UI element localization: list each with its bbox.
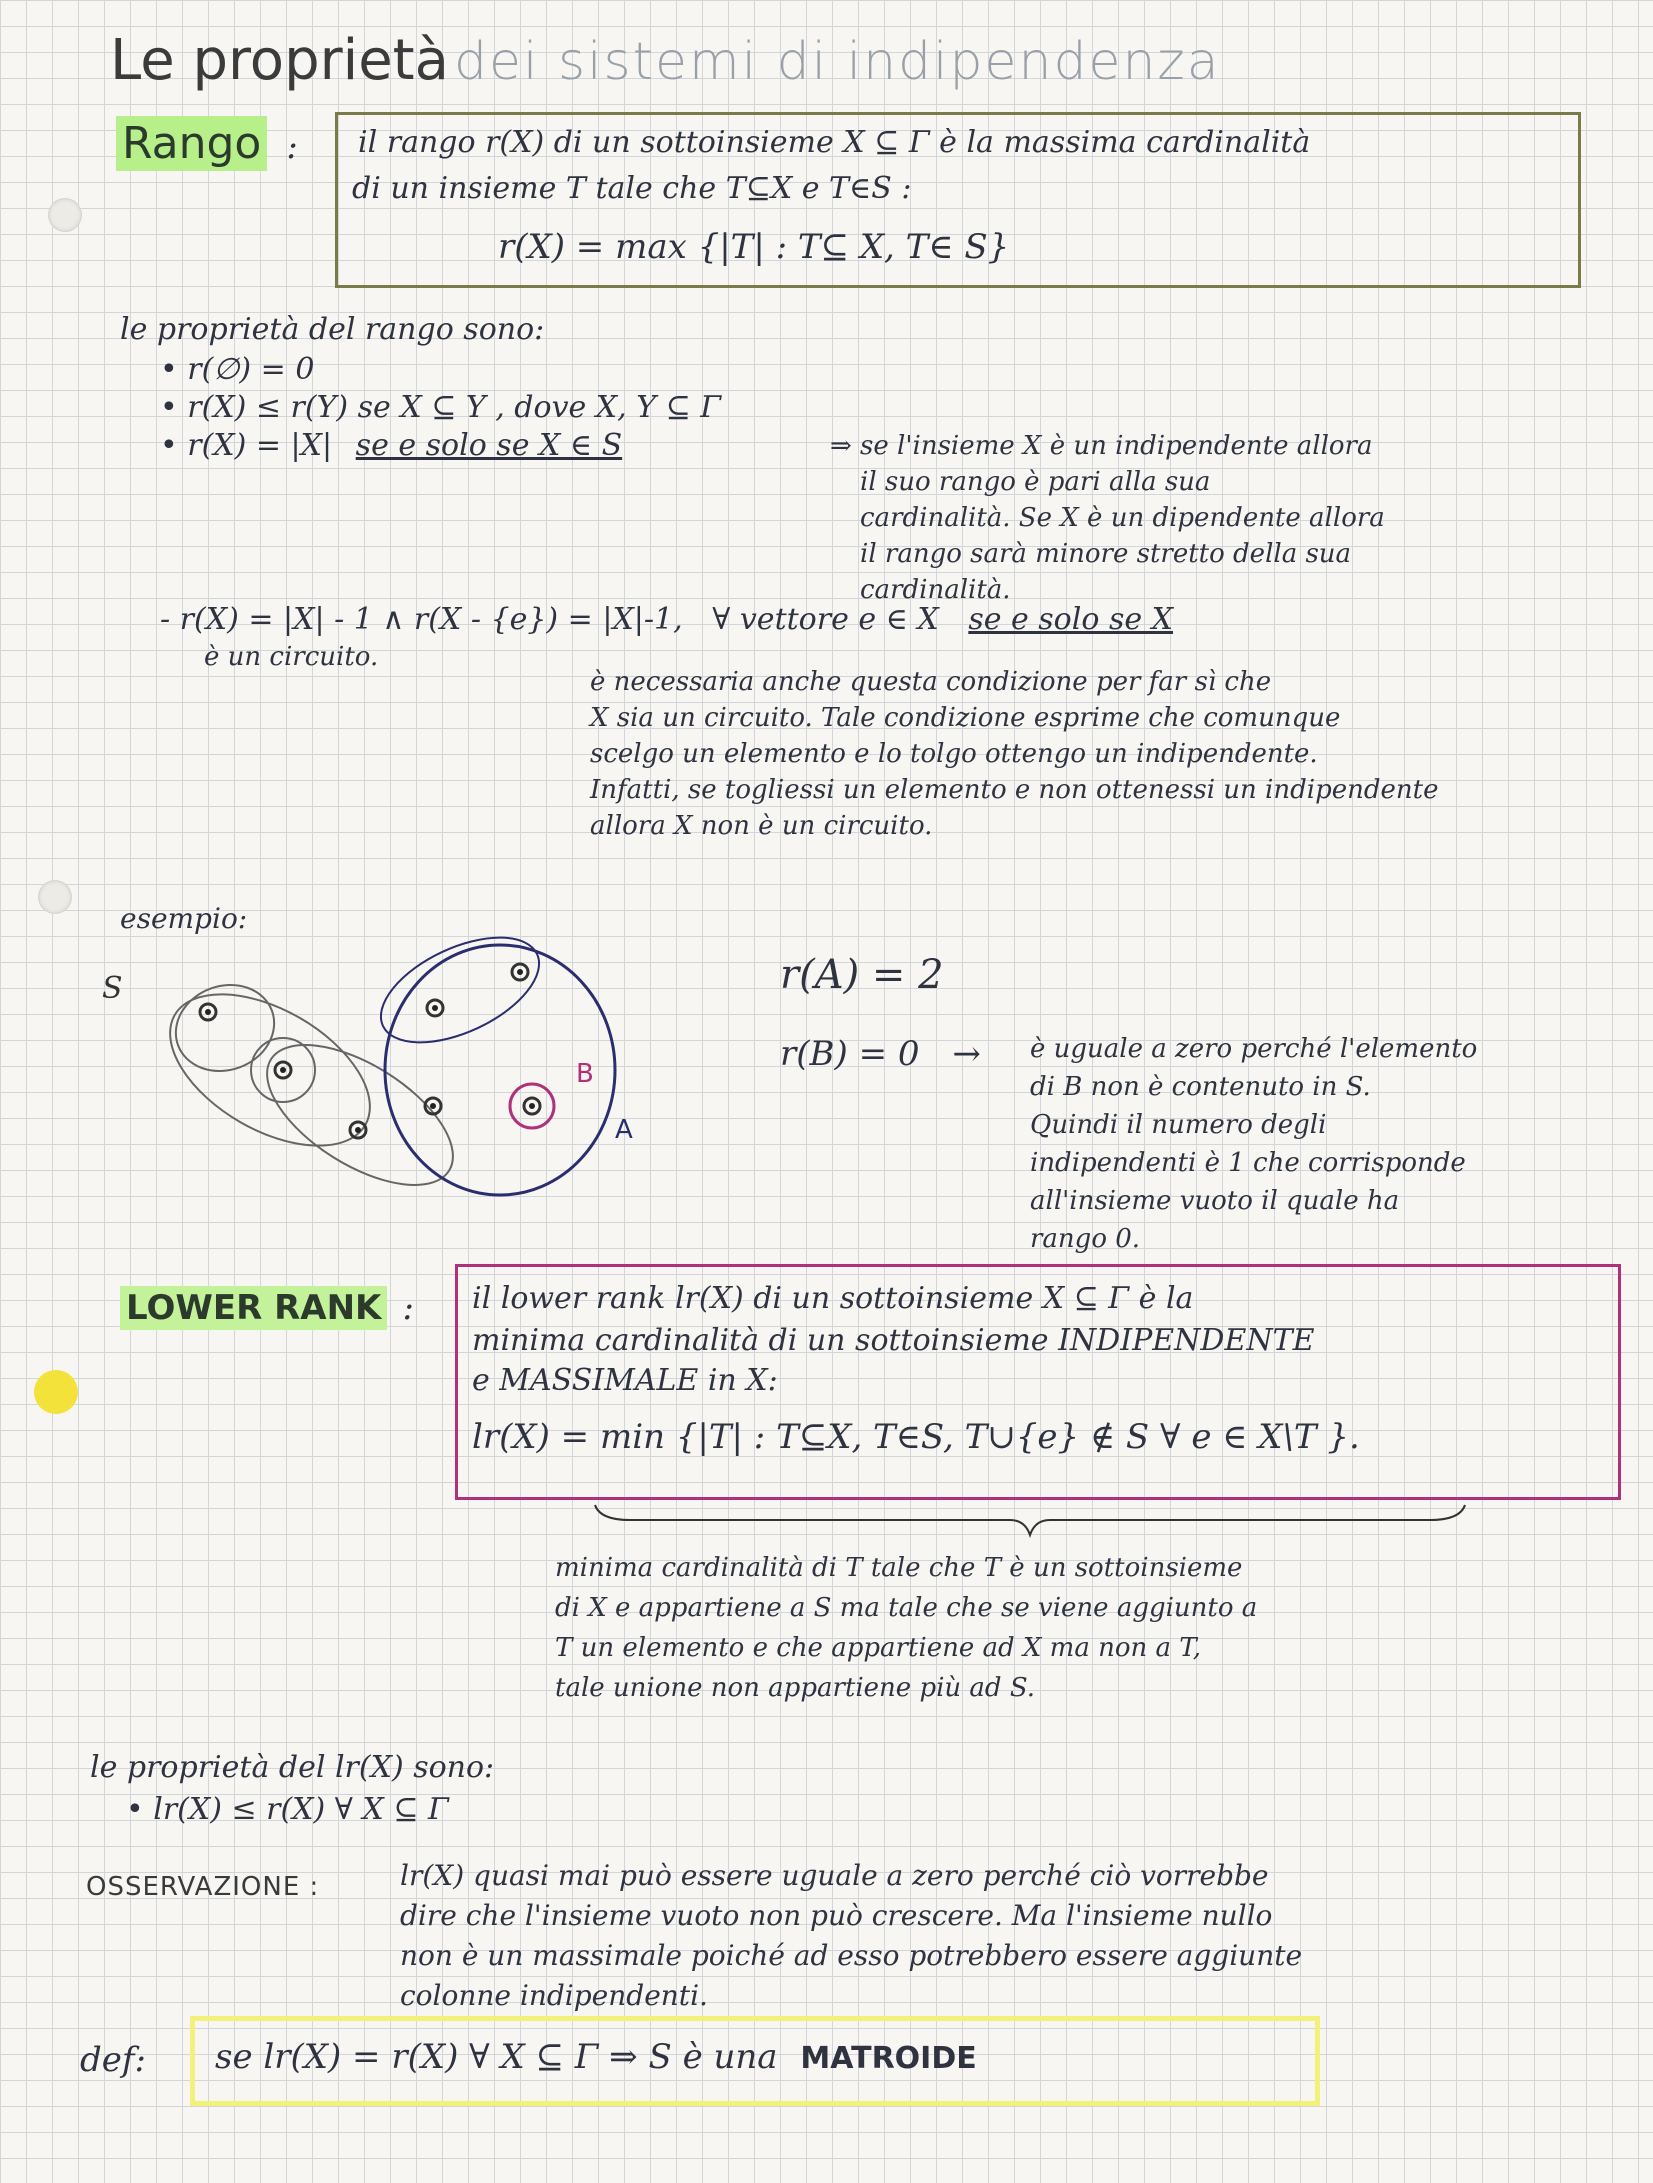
page-title: [110, 28, 1221, 93]
rank-prop-4: - r(X) = |X| - 1 ∧ r(X - {e}) = |X|-1, ∀ vettore e ∈ X se e solo se X: [160, 602, 1173, 637]
rank-b-value: r(B) = 0 →: [780, 1034, 981, 1074]
example-diagram: [90, 920, 650, 1210]
rank-props-heading: le proprietà del rango sono:: [120, 312, 545, 347]
title-part-1: Le proprietà: [110, 28, 449, 93]
binder-hole-middle: [38, 880, 72, 914]
lr-prop-1: • lr(X) ≤ r(X) ∀ X ⊆ Γ: [126, 1792, 449, 1827]
set-a-label: A: [615, 1115, 633, 1145]
rango-def-line-1: il rango r(X) di un sottoinsieme X ⊆ Γ è la massima cardinalità: [358, 125, 1311, 160]
s-oval-2: [145, 963, 396, 1177]
rango-definition-box: [335, 112, 1581, 288]
definition-text: se lr(X) = r(X) ∀ X ⊆ Γ ⇒ S è una MATROIDE: [215, 2037, 977, 2077]
lower-rank-note: minima cardinalità di T tale che T è un sottoinsieme di X e appartiene a S ma tale che se viene aggiunto a T un elemento e che appartiene ad X ma non a T, tale unione non appartiene più ad S.: [555, 1553, 1258, 1703]
set-s-label: S: [102, 971, 123, 1006]
lr-props-heading: le proprietà del lr(X) sono:: [90, 1750, 495, 1785]
osservazione-text: lr(X) quasi mai può essere uguale a zero perché ciò vorrebbe dire che l'insieme vuoto non può crescere. Ma l'insieme nullo non è un massimale poiché ad esso potrebbero essere aggiunte colonne indipendenti.: [400, 1859, 1303, 2012]
lower-rank-definition-box: [455, 1264, 1621, 1500]
definition-box: [190, 2016, 1320, 2106]
rango-label: Rango :: [116, 118, 298, 169]
lower-rank-label: LOWER RANK :: [120, 1288, 414, 1328]
underbrace: [590, 1500, 1470, 1540]
lower-rank-def-line-3: e MASSIMALE in X:: [472, 1363, 778, 1398]
osservazione-label: OSSERVAZIONE :: [86, 1872, 320, 1902]
rank-prop-2: • r(X) ≤ r(Y) se X ⊆ Y , dove X, Y ⊆ Γ: [160, 390, 722, 425]
yellow-sticker-dot: [34, 1370, 78, 1414]
rank-prop-4-note: è necessaria anche questa condizione per far sì che X sia un circuito. Tale condizione esprime che comunque scelgo un elemento e lo tolgo ottengo un indipendente. Infatti, se togliessi un elemento e non ottenessi un indipendente allora X non è un circuito.: [590, 667, 1439, 841]
lower-rank-formula: lr(X) = min {|T| : T⊆X, T∈S, T∪{e} ∉ S ∀ e ∈ X\T }.: [472, 1417, 1360, 1457]
definition-label: def:: [80, 2040, 146, 2080]
binder-hole-top: [48, 198, 82, 232]
rank-prop-3-note: ⇒ se l'insieme X è un indipendente allora il suo rango è pari alla sua cardinalità. Se X è un dipendente allora il rango sarà minore stretto della sua cardinalità.: [830, 431, 1385, 605]
rank-b-note: è uguale a zero perché l'elemento di B non è contenuto in S. Quindi il numero degli indipendenti è 1 che corrisponde all'insieme vuoto il quale ha rango 0.: [1030, 1034, 1478, 1254]
rank-prop-4-sub: è un circuito.: [204, 642, 379, 672]
rank-prop-1: • r(∅) = 0: [160, 352, 315, 387]
example-label: esempio:: [120, 902, 248, 935]
lower-rank-def-line-1: il lower rank lr(X) di un sottoinsieme X ⊆ Γ è la: [472, 1281, 1194, 1316]
rank-a-value: r(A) = 2: [780, 952, 944, 998]
set-b-label: B: [576, 1059, 594, 1089]
lower-rank-def-line-2: minima cardinalità di un sottoinsieme INDIPENDENTE: [472, 1323, 1315, 1358]
rank-prop-3: • r(X) = |X| se e solo se X ∈ S: [160, 428, 623, 463]
a-inner-oval: [365, 920, 555, 1064]
s-oval-3: [244, 1017, 475, 1210]
title-part-2: dei sistemi di indipendenza: [454, 32, 1221, 92]
rango-def-line-2: di un insieme T tale che T⊆X e T∈S :: [352, 171, 912, 206]
rango-formula: r(X) = max {|T| : T⊆ X, T∈ S}: [498, 227, 1010, 267]
